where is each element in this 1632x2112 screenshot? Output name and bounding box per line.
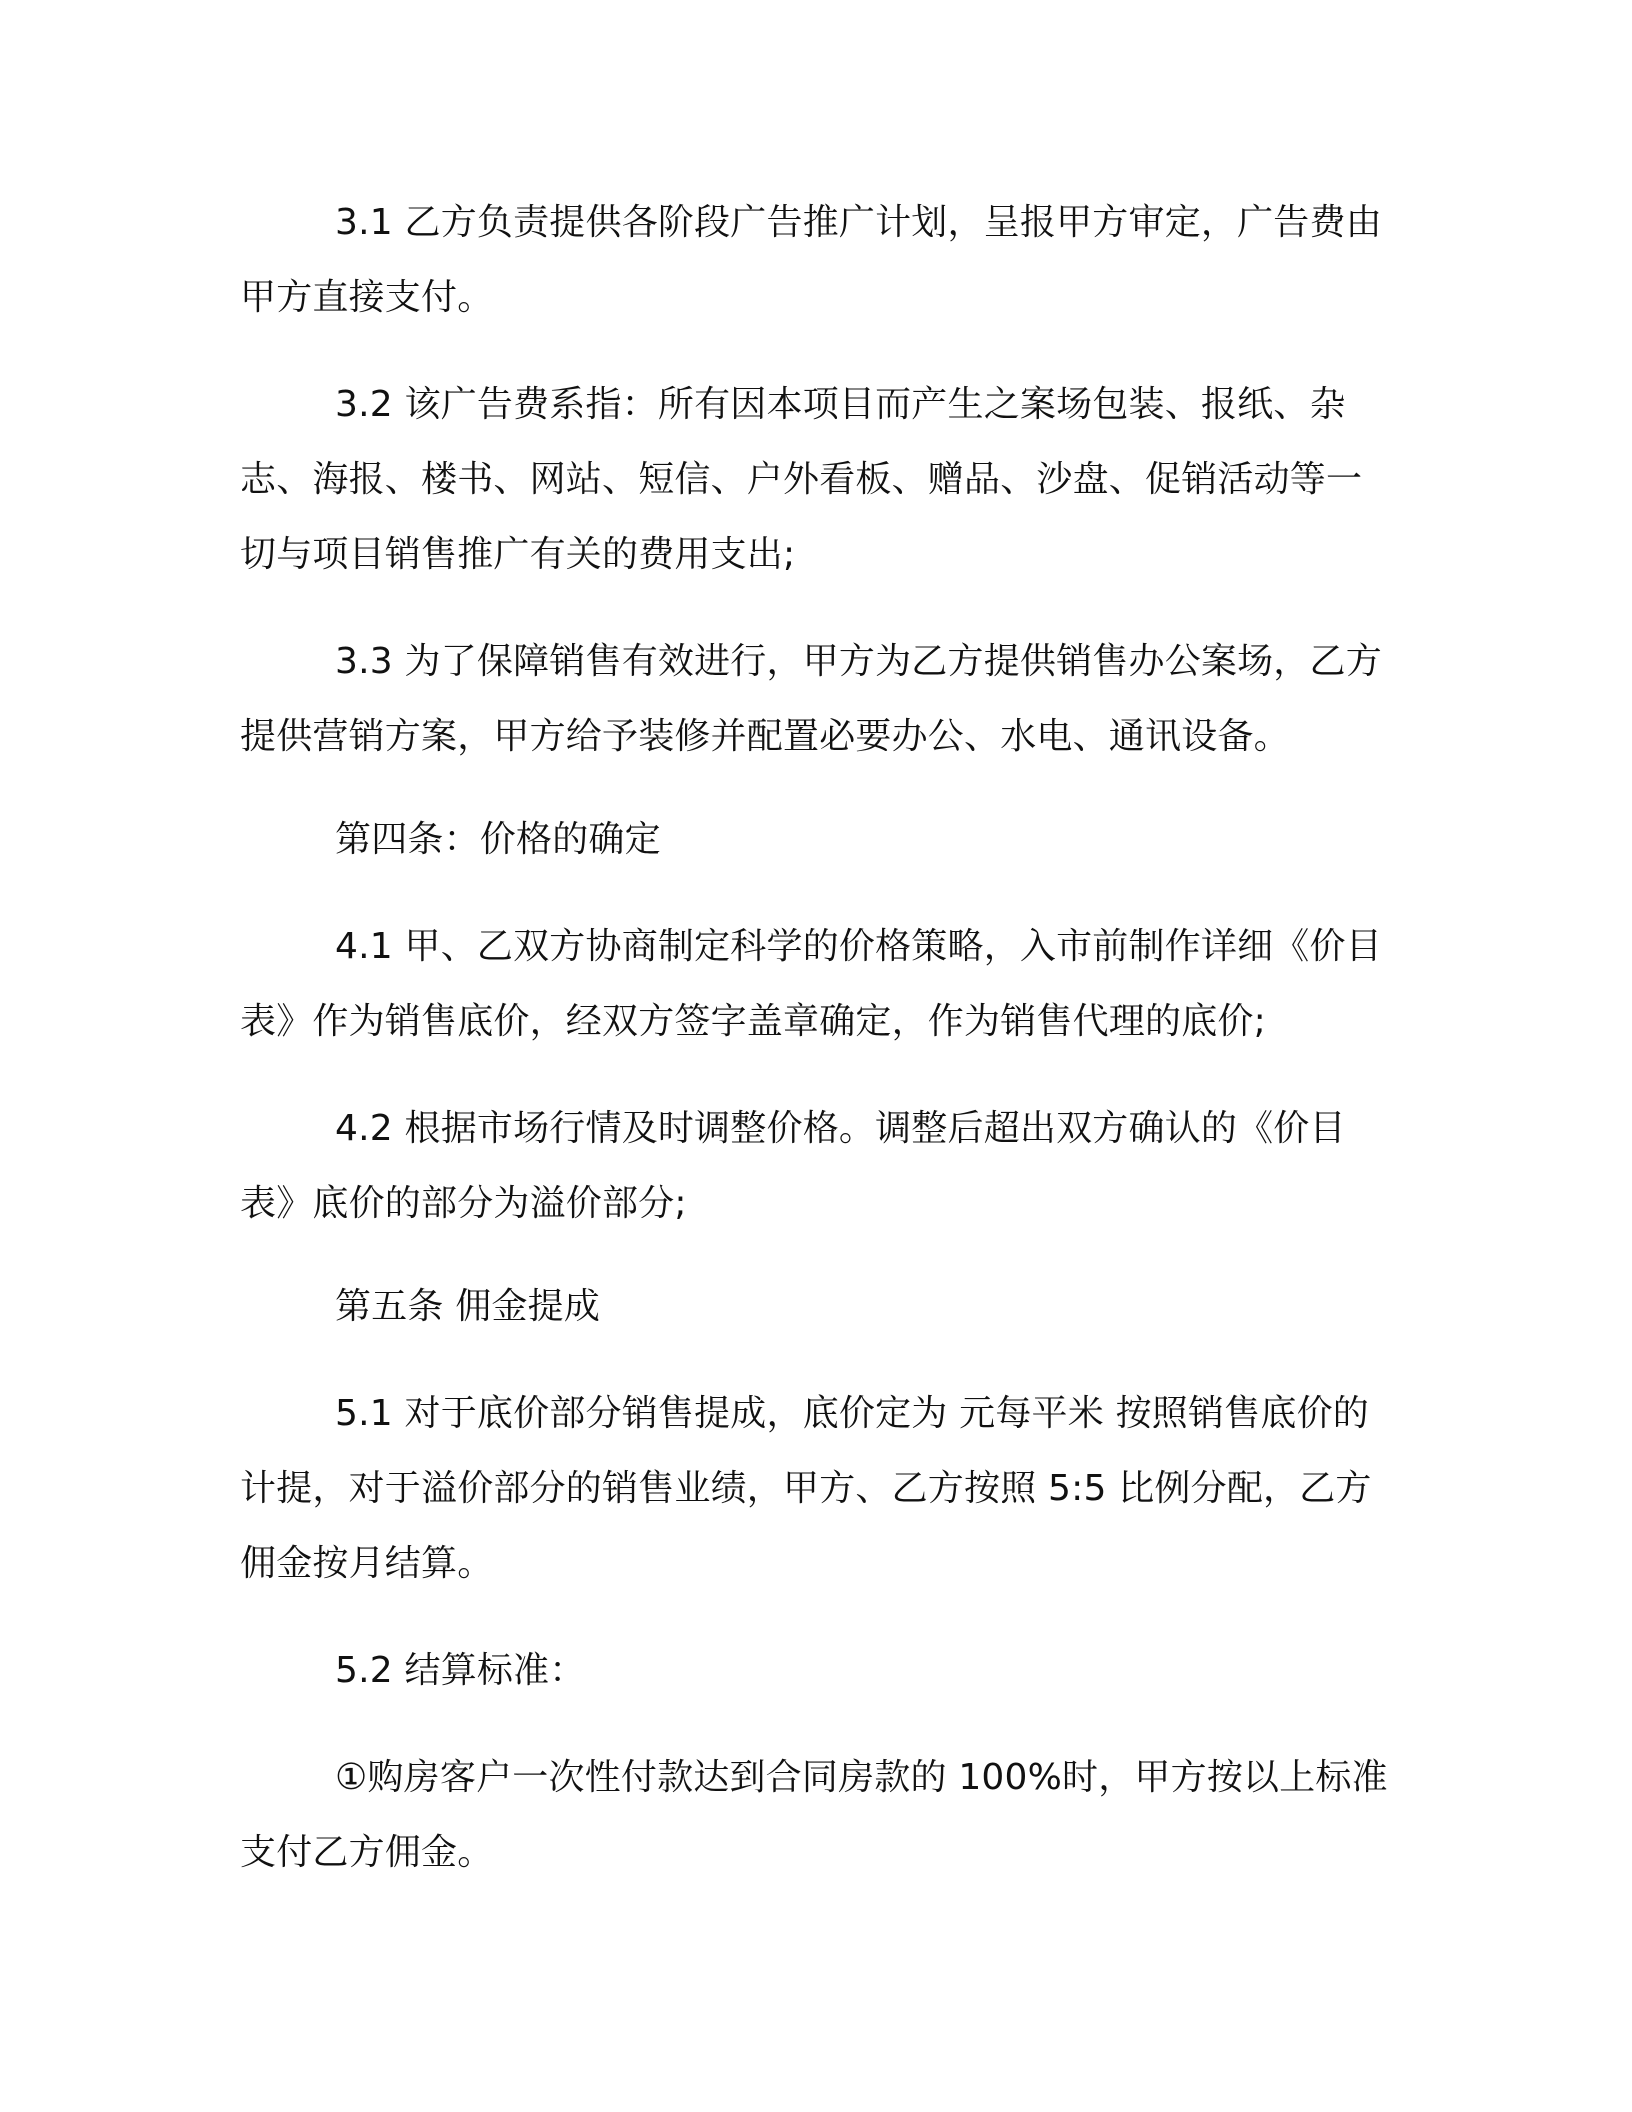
- article-5-heading: 第五条 佣金提成: [335, 1286, 601, 1327]
- clause-4-2: 4.2 根据市场行情及时调整价格。调整后超出双方确认的《价目表》底价的部分为溢价部分;: [240, 1108, 1346, 1224]
- clause-3-3: 3.3 为了保障销售有效进行，甲方为乙方提供销售办公案场，乙方提供营销方案，甲方给予装修并配置必要办公、水电、通讯设备。: [240, 641, 1382, 757]
- clause-5-2-item-1: ①购房客户一次性付款达到合同房款的 100%时，甲方按以上标准支付乙方佣金。: [240, 1757, 1388, 1873]
- clause-5-2: 5.2 结算标准：: [335, 1650, 586, 1691]
- clause-5-1: 5.1 对于底价部分销售提成，底价定为 元每平米 按照销售底价的计提，对于溢价部分的销售业绩，甲方、乙方按照 5:5 比例分配，乙方佣金按月结算。: [240, 1393, 1372, 1584]
- article-4-heading: 第四条：价格的确定: [335, 819, 661, 860]
- clause-3-1: 3.1 乙方负责提供各阶段广告推广计划，呈报甲方审定，广告费由甲方直接支付。: [240, 202, 1382, 318]
- clause-4-1: 4.1 甲、乙双方协商制定科学的价格策略，入市前制作详细《价目表》作为销售底价，经双方签字盖章确定，作为销售代理的底价;: [240, 926, 1382, 1042]
- document-body: [240, 185, 1390, 1890]
- clause-3-2: 3.2 该广告费系指：所有因本项目而产生之案场包装、报纸、杂志、海报、楼书、网站、短信、户外看板、赠品、沙盘、促销活动等一切与项目销售推广有关的费用支出;: [240, 384, 1363, 575]
